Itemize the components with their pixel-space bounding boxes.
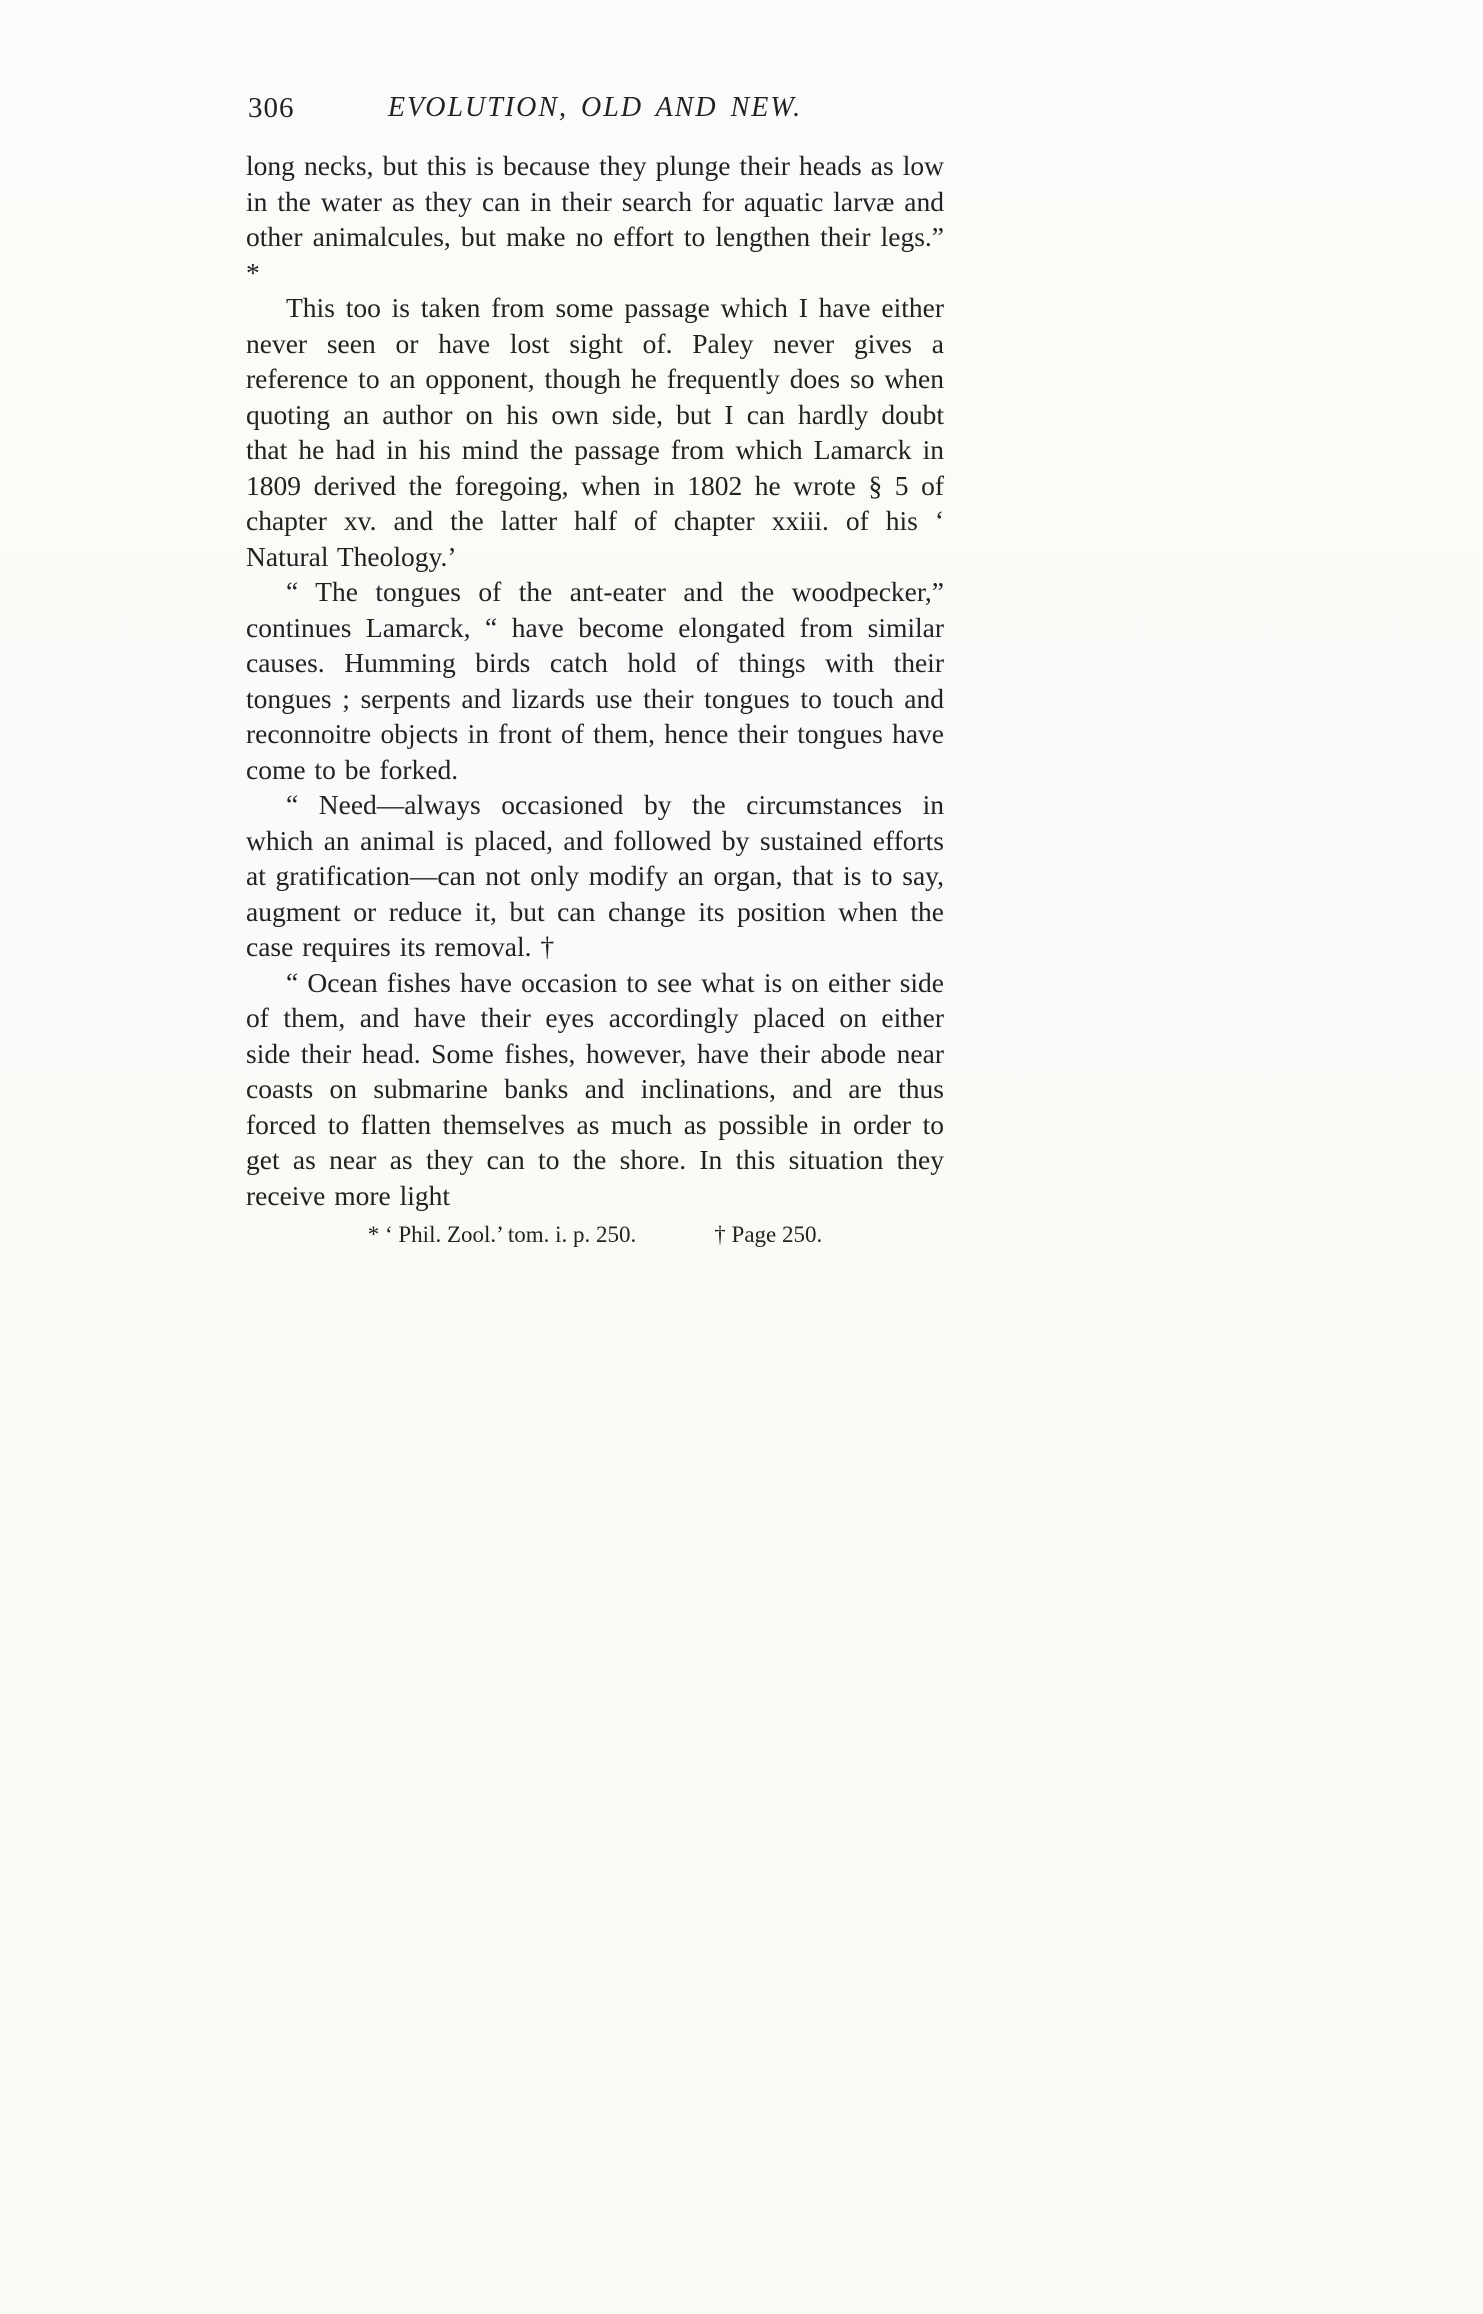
page-header — [246, 90, 944, 132]
footnotes — [246, 1222, 944, 1248]
paragraph: “ Ocean fishes have occasion to see what is on either side of them, and have their eyes accordingly placed on either side their head. Some fishes, however, have their abode near coasts on submarine banks and inclinations, and are thus forced to flatten themselves as much as possible in order to get as near as they can to the shore. In this situation they receive more light — [246, 966, 944, 1211]
paragraph: “ The tongues of the ant-eater and the woodpecker,” continues Lamarck, “ have become elongated from similar causes. Humming birds catch hold of things with their tongues ; serpents and lizards use their tongues to touch and reconnoitre objects in front of them, hence their tongues have come to be forked. — [246, 576, 944, 785]
paragraph-continuation: long necks, but this is because they plunge their heads as low in the water as they can in their search for aquatic larvæ and other animalcules, but make no effort to lengthen their legs.” * — [246, 150, 944, 288]
page-number: 306 — [248, 92, 295, 124]
footnote-phil-zool: * ‘ Phil. Zool.’ tom. i. p. 250. — [367, 1222, 637, 1247]
paragraph: “ Need—always occasioned by the circumstances in which an animal is placed, and followed by sustained efforts at gratification—can not only modify an organ, that is to say, augment or reduce it, but can change its position when the case requires its removal. † — [246, 789, 944, 962]
footnote-page-250: † Page 250. — [714, 1222, 823, 1247]
paragraph: This too is taken from some passage which I have either never seen or have lost sight of. Paley never gives a reference to an opponent, though he frequently does so when quoting an author on his own side, but I can hardly doubt that he had in his mind the passage from which Lamarck in 1809 derived the foregoing, when in 1802 he wrote § 5 of chapter xv. and the latter half of chapter xxiii. of his ‘ Natural Theology.’ — [246, 292, 944, 572]
running-title: EVOLUTION, OLD AND NEW. — [387, 92, 803, 123]
body-text — [246, 148, 944, 1213]
